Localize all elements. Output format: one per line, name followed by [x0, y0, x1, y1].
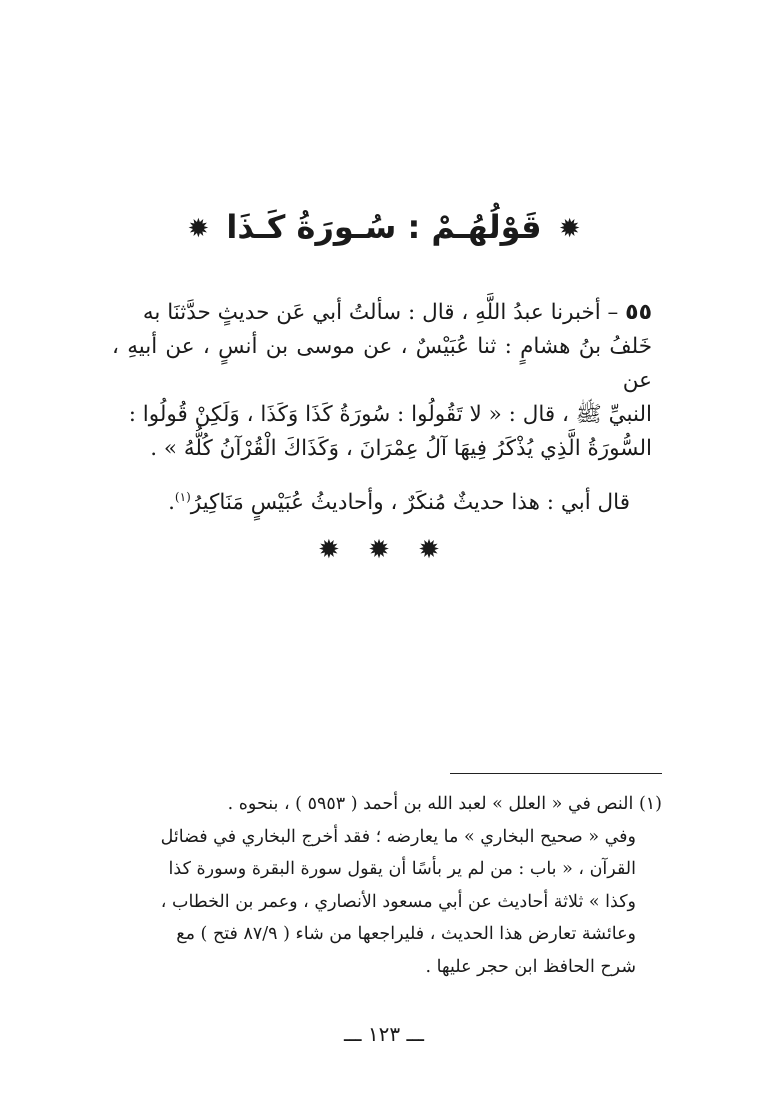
footnote-line: شرح الحافظ ابن حجر عليها .: [425, 956, 636, 977]
page-number: ـــ ١٢٣ ـــ: [343, 1022, 425, 1046]
hadith-line: [112, 296, 652, 330]
footnote-line: (١) النص في « العلل » لعبد الله بن أحمد ( ٥٩٥٣ ) ، بنحوه .: [227, 794, 662, 814]
footnote-marker[interactable]: (١): [174, 490, 191, 504]
section-separator: ✹ ✹ ✹: [318, 535, 450, 565]
comment-text: قال أبي : هذا حديثٌ مُنكَرٌ ، وأحاديثُ عُبَيْسٍ مَنَاكِيرُ: [190, 490, 630, 516]
hadith-text: أخبرنا عبدُ اللَّهِ ، قال : سألتُ أبي عَن حديثٍ حدَّثنَا به: [142, 300, 601, 325]
footnote-line: وفي « صحيح البخاري » ما يعارضه ؛ فقد أخرج البخاري في فضائل: [160, 826, 636, 847]
hadith-block: [112, 296, 652, 520]
ornament-star-icon: ✹: [187, 214, 210, 244]
chapter-heading: [0, 205, 768, 251]
comment-end: .: [168, 490, 175, 516]
hadith-comment: [112, 480, 652, 520]
chapter-title: قَوْلُهُـمْ : سُـورَةُ كَـذَا: [226, 208, 542, 246]
footnote-line: وكذا » ثلاثة أحاديث عن أبي مسعود الأنصاري ، وعمر بن الخطاب ،: [160, 891, 636, 912]
footnote-line: القرآن ، « باب : من لم ير بأسًا أن يقول سورة البقرة وسورة كذا: [168, 859, 636, 879]
hadith-line: السُّورَةُ الَّذِي يُذْكَرُ فِيهَا آلُ عِمْرَانَ ، وَكَذَاكَ الْقُرْآنُ كُلُّهُ » .: [150, 436, 652, 461]
hadith-dash: –: [600, 300, 626, 325]
hadith-line: النبيِّ ﷺ ، قال : « لا تَقُولُوا : سُورَةُ كَذَا وَكَذَا ، وَلَكِنْ قُولُوا :: [128, 402, 652, 427]
ornament-star-icon: ✹: [558, 214, 581, 244]
hadith-line: خَلفُ بنُ هشامٍ : ثنا عُبَيْسٌ ، عن موسى بن أنسٍ ، عن أبيهِ ، عن: [112, 334, 652, 393]
footnote-rule: [450, 773, 662, 774]
footnote-line: وعائشة تعارض هذا الحديث ، فليراجعها من شاء ( ٨٧/٩ فتح ) مع: [176, 924, 636, 944]
footnote-block: [112, 788, 662, 983]
hadith-number: ٥٥: [625, 300, 652, 325]
